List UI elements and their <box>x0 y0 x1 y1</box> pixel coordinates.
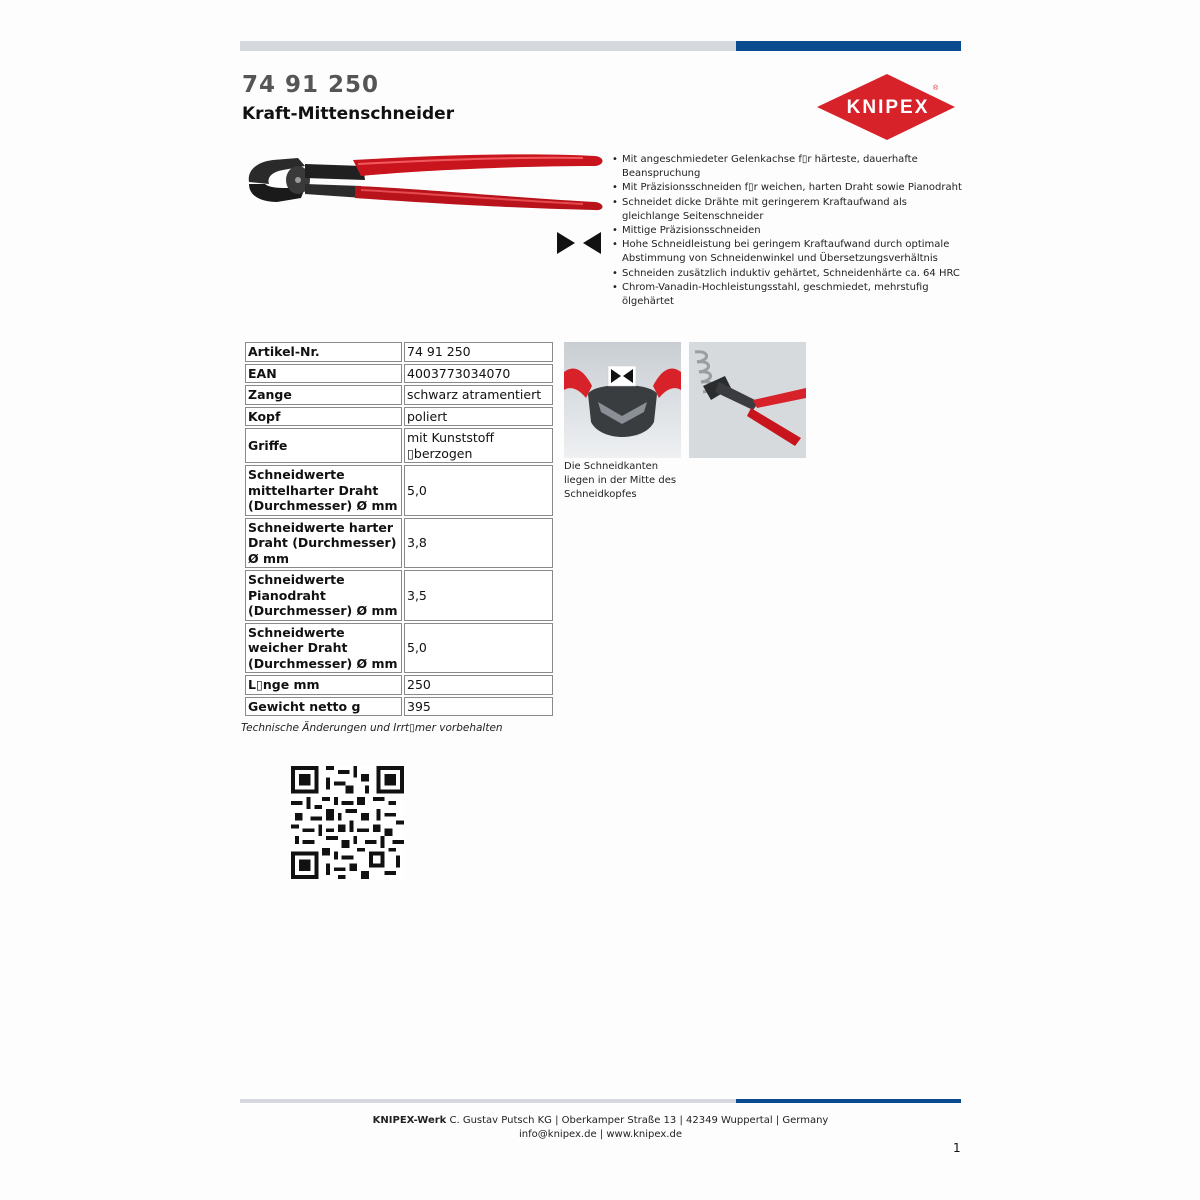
spec-value: 5,0 <box>404 623 553 674</box>
spec-key: Gewicht netto g <box>245 697 402 717</box>
header-bar <box>240 41 961 51</box>
product-title: Kraft-Mittenschneider <box>242 104 455 124</box>
spec-value: 4003773034070 <box>404 364 553 384</box>
photo-caption: Die Schneidkanten liegen in der Mitte des Schneidkopfes <box>564 461 677 500</box>
footer-company-name: KNIPEX-Werk <box>372 1115 447 1126</box>
spec-value: mit Kunststoff ▯berzogen <box>404 428 553 463</box>
detail-photo-cutting-edges <box>564 342 681 458</box>
footer-contact: info@knipex.de | www.knipex.de <box>519 1129 682 1140</box>
spec-value: 3,8 <box>404 518 553 569</box>
table-row <box>245 697 553 717</box>
table-row <box>245 428 553 463</box>
footer-bar <box>240 1099 961 1103</box>
detail-photo-cutting-spring <box>689 342 806 458</box>
table-row <box>245 407 553 427</box>
feature-item: • Mit Präzisionsschneiden f▯r weichen, harten Draht sowie Pianodraht <box>612 181 962 195</box>
table-row <box>245 570 553 621</box>
feature-item: • Mittige Präzisionsschneiden <box>612 224 962 238</box>
spec-value: 395 <box>404 697 553 717</box>
footer <box>240 1114 961 1142</box>
article-number-heading: 74 91 250 <box>242 72 380 98</box>
knipex-logo <box>815 72 960 142</box>
feature-item: • Hohe Schneidleistung bei geringem Kraftaufwand durch optimale Abstimmung von Schneidenwinkel und Übersetzungsverhältnis <box>612 238 962 266</box>
spec-key: Zange <box>245 385 402 405</box>
spec-key: Schneidwerte mittelharter Draht (Durchmesser) Ø mm <box>245 465 402 516</box>
center-cut-icon <box>557 232 601 254</box>
spec-key: Schneidwerte weicher Draht (Durchmesser) Ø mm <box>245 623 402 674</box>
spec-key: Kopf <box>245 407 402 427</box>
spec-key: Griffe <box>245 428 402 463</box>
header-bar-accent <box>736 41 961 51</box>
page-number: 1 <box>953 1141 961 1155</box>
feature-list <box>612 153 962 309</box>
qr-code <box>291 766 404 879</box>
feature-item: • Mit angeschmiedeter Gelenkachse f▯r härteste, dauerhafte Beanspruchung <box>612 153 962 181</box>
logo-text: KNIPEX <box>846 97 930 118</box>
table-row <box>245 342 553 362</box>
feature-item: • Schneidet dicke Drähte mit geringerem Kraftaufwand als gleichlange Seitenschneider <box>612 196 962 224</box>
registered-mark: ® <box>933 85 939 92</box>
table-row <box>245 518 553 569</box>
spec-value: 3,5 <box>404 570 553 621</box>
feature-item: • Schneiden zusätzlich induktiv gehärtet, Schneidenhärte ca. 64 HRC <box>612 267 962 281</box>
spec-value: poliert <box>404 407 553 427</box>
disclaimer-text: Technische Änderungen und Irrt▯mer vorbehalten <box>241 722 503 734</box>
spec-value: 5,0 <box>404 465 553 516</box>
specs-table <box>243 340 555 718</box>
table-row <box>245 465 553 516</box>
spec-value: 74 91 250 <box>404 342 553 362</box>
spec-key: EAN <box>245 364 402 384</box>
spec-key: Schneidwerte harter Draht (Durchmesser) Ø mm <box>245 518 402 569</box>
feature-item: • Chrom-Vanadin-Hochleistungsstahl, geschmiedet, mehrstufig ölgehärtet <box>612 281 962 309</box>
table-row <box>245 385 553 405</box>
spec-key: Schneidwerte Pianodraht (Durchmesser) Ø mm <box>245 570 402 621</box>
footer-address-line <box>240 1114 961 1128</box>
table-row <box>245 364 553 384</box>
footer-address: C. Gustav Putsch KG | Oberkamper Straße 13 | 42349 Wuppertal | Germany <box>446 1115 829 1126</box>
footer-bar-accent <box>736 1099 961 1103</box>
table-row <box>245 623 553 674</box>
spec-value: schwarz atramentiert <box>404 385 553 405</box>
table-row <box>245 675 553 695</box>
spec-value: 250 <box>404 675 553 695</box>
spec-key: Artikel-Nr. <box>245 342 402 362</box>
product-image-plier <box>243 140 608 215</box>
spec-key: L▯nge mm <box>245 675 402 695</box>
